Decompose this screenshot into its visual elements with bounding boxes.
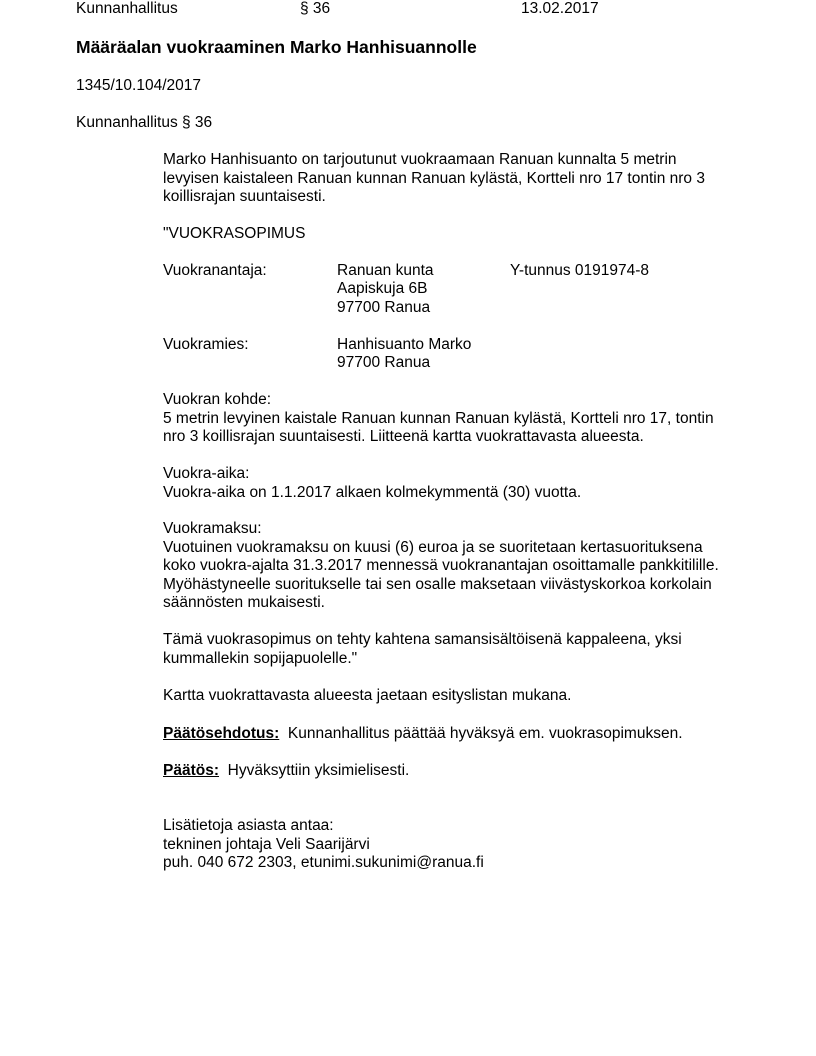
intro-line: levyisen kaistaleen Ranuan kunnan Ranuan kylästä, Kortteli nro 17 tontin nro 3 [163,169,705,187]
document-title: Määräalan vuokraaminen Marko Hanhisuannolle [76,37,477,57]
lease-fee-label: Vuokramaksu: [163,520,262,537]
lease-object-label: Vuokran kohde: [163,391,272,408]
lessee-city: 97700 Ranua [337,354,431,371]
lease-fee [163,520,763,613]
closing-line: Tämä vuokrasopimus on tehty kahtena samansisältöisenä kappaleena, yksi [163,631,682,648]
lease-fee-line: Vuotuinen vuokramaksu on kuusi (6) euroa ja se suoritetaan kertasuorituksena [163,538,703,556]
contact-line: puh. 040 672 2303, etunimi.sukunimi@ranua.fi [163,854,484,871]
record-number: 1345/10.104/2017 [76,77,201,94]
lease-object-line: nro 3 koillisrajan suuntaisesti. Liitteenä kartta vuokrattavasta alueesta. [163,428,644,445]
decision-label: Päätös: [163,762,219,779]
lease-object [163,391,763,447]
decision-text: Hyväksyttiin yksimielisesti. [227,762,410,779]
lease-fee-line: koko vuokra-ajalta 31.3.2017 mennessä vuokranantajan osoittamalle pankkitilille. [163,557,719,574]
lessor-street: Aapiskuja 6B [337,280,428,297]
lease-period [163,465,763,502]
contact-info [163,817,763,873]
proposal-row [163,725,683,744]
lessor-business-id: Y-tunnus 0191974-8 [510,262,650,279]
lessor-city: 97700 Ranua [337,299,431,316]
intro-line: koillisrajan suuntaisesti. [163,188,326,205]
lease-period-line: Vuokra-aika on 1.1.2017 alkaen kolmekymmentä (30) vuotta. [163,483,582,501]
map-note: Kartta vuokrattavasta alueesta jaetaan esityslistan mukana. [163,687,572,704]
closing-line: kummallekin sopijapuolelle." [163,649,358,667]
lessee-label: Vuokramies: [163,336,249,353]
intro-line: Marko Hanhisuanto on tarjoutunut vuokraamaan Ranuan kunnalta 5 metrin [163,151,677,168]
header-date: 13.02.2017 [521,0,599,17]
lease-object-line: 5 metrin levyinen kaistale Ranuan kunnan Ranuan kylästä, Kortteli nro 17, tontin [163,409,714,427]
proposal-text: Kunnanhallitus päättää hyväksyä em. vuokrasopimuksen. [287,725,683,742]
intro-paragraph [163,151,763,207]
proposal-label: Päätösehdotus: [163,725,280,742]
contact-line: tekninen johtaja Veli Saarijärvi [163,835,370,853]
decision-row [163,762,409,781]
contact-line: Lisätietoja asiasta antaa: [163,817,334,834]
lease-period-label: Vuokra-aika: [163,465,250,482]
body-section: Kunnanhallitus § 36 [76,114,213,131]
lease-fee-line: Myöhästyneelle suoritukselle tai sen osalle maksetaan viivästyskorkoa korkolain [163,575,712,593]
header-body: Kunnanhallitus [76,0,178,17]
header-section: § 36 [300,0,331,17]
lessor-name: Ranuan kunta [337,262,434,279]
contract-heading: "VUOKRASOPIMUS [163,225,306,242]
lease-fee-line: säännösten mukaisesti. [163,594,325,611]
lessee-name: Hanhisuanto Marko [337,336,472,353]
lessor-label: Vuokranantaja: [163,262,267,279]
closing-paragraph [163,631,763,668]
